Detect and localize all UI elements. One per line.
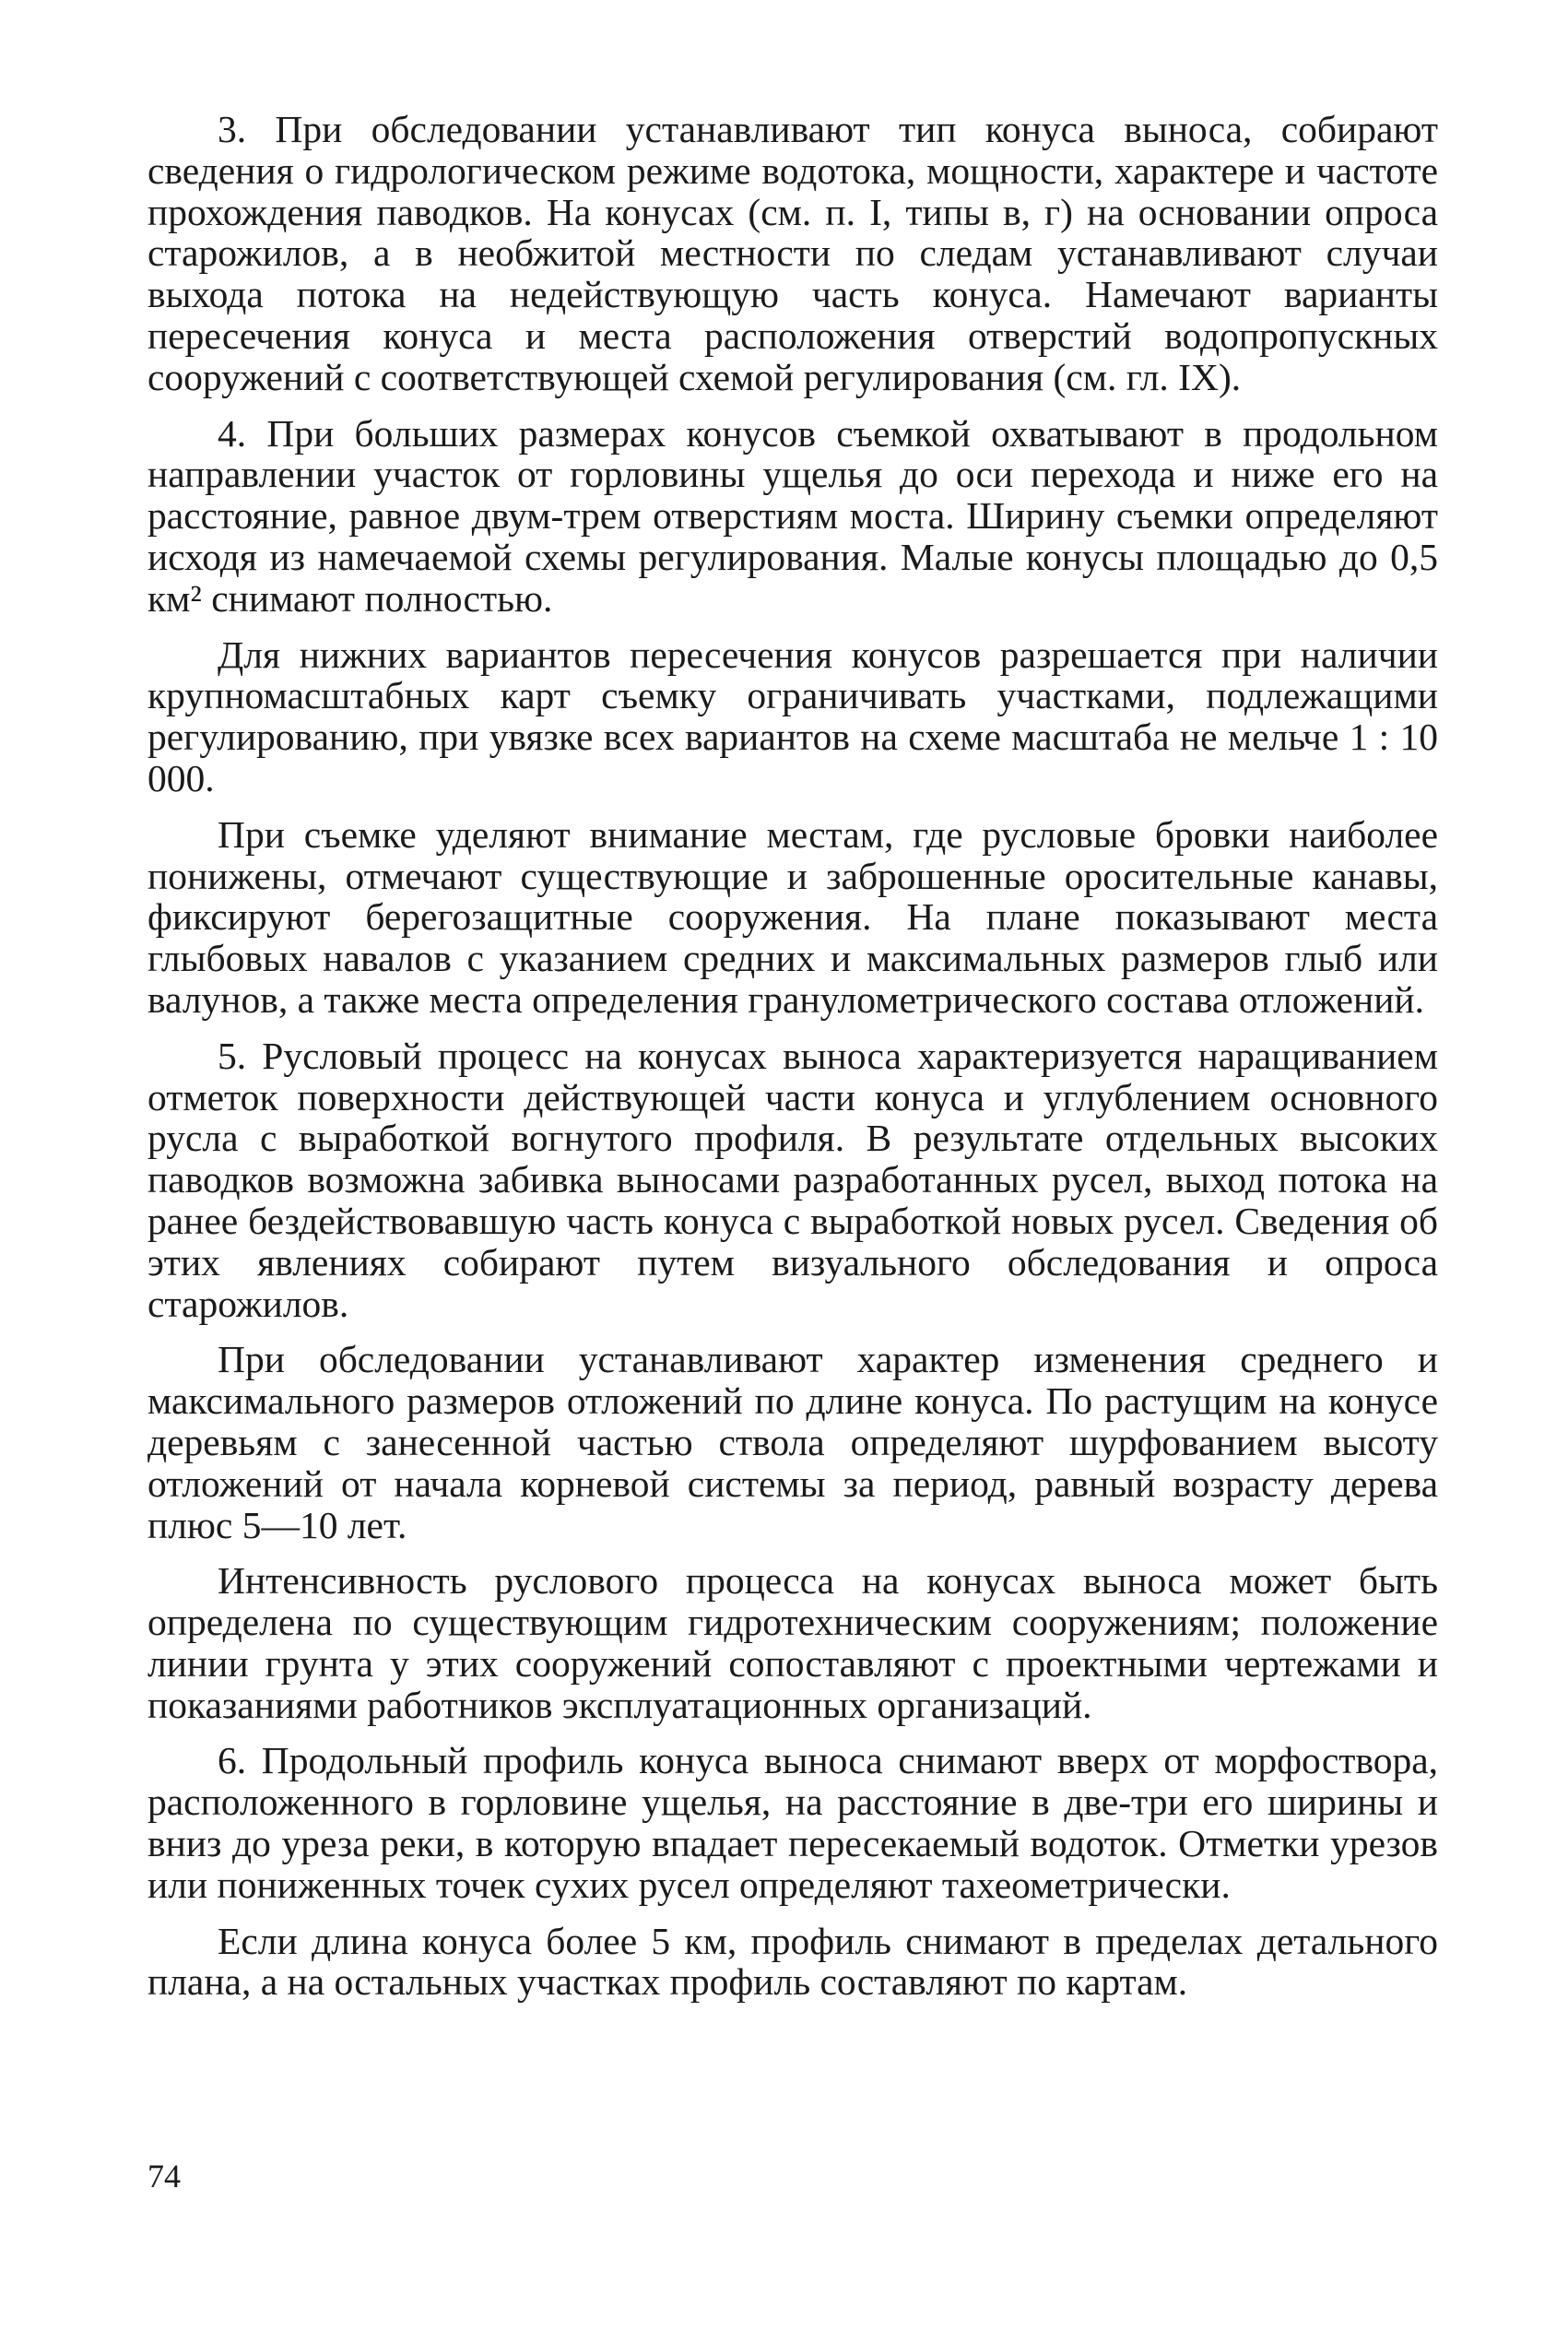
paragraph-process-intensity: Интенсивность руслового процесса на конусах выноса может быть определена по существующим гидротехническим сооружениям; положение линии грунта у этих сооружений сопоставляют с проектными чертежами и показаниями работников эксплуатационных организаций.	[147, 1559, 1438, 1726]
paragraph-item-6: 6. Продольный профиль конуса выноса снимают вверх от морфоствора, расположенного в горловине ущелья, на расстояние в две-три его ширины и вниз до уреза реки, в которую впадает пересекаемый водоток. Отметки урезов или пониженных точек сухих русел определяют тахеометрически.	[147, 1739, 1438, 1906]
page-body	[147, 109, 1438, 2017]
paragraph-lower-variants: Для нижних вариантов пересечения конусов разрешается при наличии крупномасштабных карт съемку ограничивать участками, подлежащими регулированию, при увязке всех вариантов на схеме масштаба не мельче 1 : 10 000.	[147, 633, 1438, 799]
paragraph-item-5: 5. Русловый процесс на конусах выноса характеризуется наращиванием отметок поверхности действующей части конуса и углублением основного русла с выработкой вогнутого профиля. В результате отдельных высоких паводков возможна забивка выносами разработанных русел, выход потока на ранее бездействовавшую часть конуса с выработкой новых русел. Сведения об этих явлениях собирают путем визуального обследования и опроса старожилов.	[147, 1034, 1438, 1325]
paragraph-survey-attention: При съемке уделяют внимание местам, где русловые бровки наиболее понижены, отмечают существующие и заброшенные оросительные канавы, фиксируют берегозащитные сооружения. На плане показывают места глыбовых навалов с указанием средних и максимальных размеров глыб или валунов, а также места определения гранулометрического состава отложений.	[147, 812, 1438, 1021]
paragraph-item-3: 3. При обследовании устанавливают тип конуса выноса, собирают сведения о гидрологическом режиме водотока, мощности, характере и частоте прохождения паводков. На конусах (см. п. I, типы в, г) на основании опроса старожилов, а в необжитой местности по следам устанавливают случаи выхода потока на недействующую часть конуса. Намечают варианты пересечения конуса и места расположения отверстий водопропускных сооружений с соответствующей схемой регулирования (см. гл. IX).	[147, 108, 1438, 398]
page-number: 74	[147, 2158, 181, 2195]
paragraph-cone-length: Если длина конуса более 5 км, профиль снимают в пределах детального плана, а на остальных участках профиль составляют по картам.	[147, 1919, 1438, 2004]
paragraph-deposit-size: При обследовании устанавливают характер изменения среднего и максимального размеров отложений по длине конуса. По растущим на конусе деревьям с занесенной частью ствола определяют шурфованием высоту отложений от начала корневой системы за период, равный возрасту дерева плюс 5—10 лет.	[147, 1338, 1438, 1546]
paragraph-item-4: 4. При больших размерах конусов съемкой охватывают в продольном направлении участок от горловины ущелья до оси перехода и ниже его на расстояние, равное двум-трем отверстиям моста. Ширину съемки определяют исходя из намечаемой схемы регулирования. Малые конусы площадью до 0,5 км² снимают полностью.	[147, 411, 1438, 620]
